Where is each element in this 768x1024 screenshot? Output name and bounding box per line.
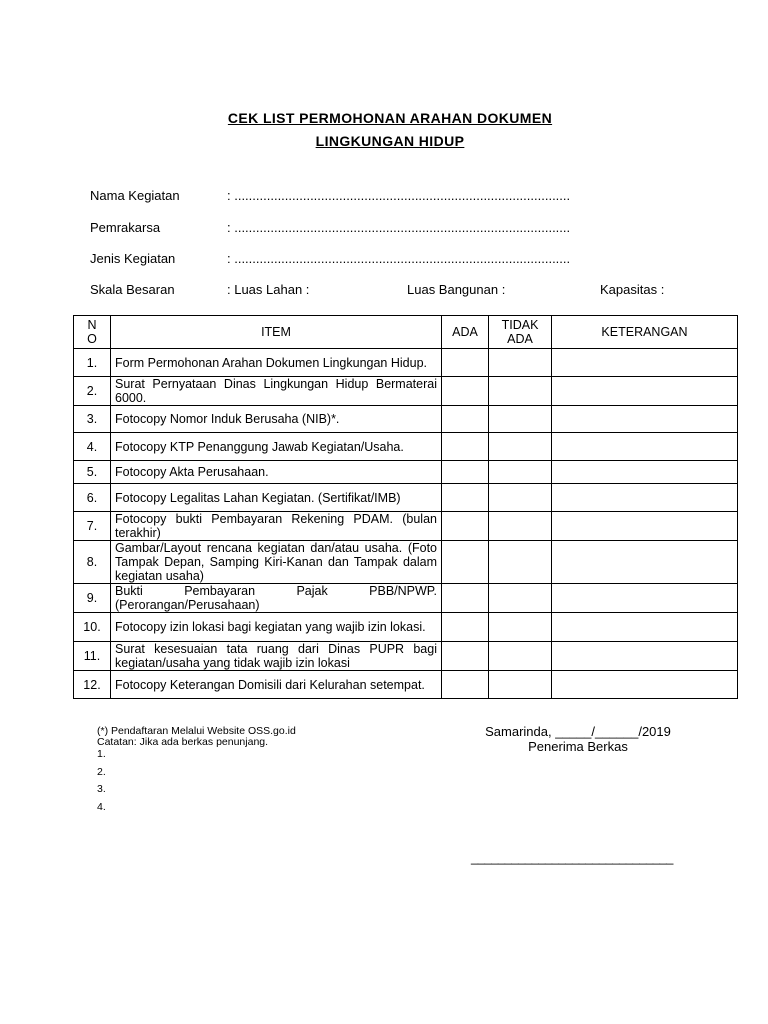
row-tidak-ada-cell[interactable] xyxy=(489,613,552,642)
table-row xyxy=(74,377,738,406)
signature-block xyxy=(460,724,696,754)
notes-list xyxy=(97,748,106,818)
row-number: 1. xyxy=(74,349,111,377)
row-item: Fotocopy Keterangan Domisili dari Kelurahan setempat. xyxy=(111,671,442,699)
list-item: 1. xyxy=(97,748,106,760)
row-tidak-ada-cell[interactable] xyxy=(489,484,552,512)
field-label: Skala Besaran xyxy=(90,282,175,297)
row-keterangan-cell[interactable] xyxy=(552,461,738,484)
row-ada-cell[interactable] xyxy=(442,433,489,461)
row-tidak-ada-cell[interactable] xyxy=(489,377,552,406)
field-fill-line: : ............................................................................................. xyxy=(227,220,571,235)
row-ada-cell[interactable] xyxy=(442,584,489,613)
table-row xyxy=(74,613,738,642)
row-ada-cell[interactable] xyxy=(442,484,489,512)
row-keterangan-cell[interactable] xyxy=(552,349,738,377)
row-ada-cell[interactable] xyxy=(442,349,489,377)
row-ada-cell[interactable] xyxy=(442,642,489,671)
field-fill-line: : ............................................................................................. xyxy=(227,188,571,203)
row-keterangan-cell[interactable] xyxy=(552,377,738,406)
row-tidak-ada-cell[interactable] xyxy=(489,642,552,671)
row-item: Fotocopy Nomor Induk Berusaha (NIB)*. xyxy=(111,406,442,433)
row-keterangan-cell[interactable] xyxy=(552,512,738,541)
row-keterangan-cell[interactable] xyxy=(552,541,738,584)
row-tidak-ada-cell[interactable] xyxy=(489,461,552,484)
row-number: 8. xyxy=(74,541,111,584)
row-number: 5. xyxy=(74,461,111,484)
header-keterangan: KETERANGAN xyxy=(552,316,738,349)
receiver-label: Penerima Berkas xyxy=(528,739,628,754)
header-no: N O xyxy=(74,316,111,349)
row-keterangan-cell[interactable] xyxy=(552,642,738,671)
table-row xyxy=(74,541,738,584)
field-fill-line: : ............................................................................................. xyxy=(227,251,571,266)
table-row xyxy=(74,433,738,461)
list-item: 4. xyxy=(97,800,106,813)
row-item: Bukti Pembayaran Pajak PBB/NPWP. (Perorangan/Perusahaan) xyxy=(111,584,442,613)
row-ada-cell[interactable] xyxy=(442,512,489,541)
kapasitas-label: Kapasitas : xyxy=(600,282,665,297)
field-label: Nama Kegiatan xyxy=(90,188,180,203)
row-tidak-ada-cell[interactable] xyxy=(489,433,552,461)
table-header-row xyxy=(74,316,738,349)
row-item: Fotocopy Legalitas Lahan Kegiatan. (Sertifikat/IMB) xyxy=(111,484,442,512)
header-ada: ADA xyxy=(442,316,489,349)
row-ada-cell[interactable] xyxy=(442,613,489,642)
row-tidak-ada-cell[interactable] xyxy=(489,671,552,699)
row-keterangan-cell[interactable] xyxy=(552,584,738,613)
row-number: 3. xyxy=(74,406,111,433)
table-row xyxy=(74,671,738,699)
row-keterangan-cell[interactable] xyxy=(552,613,738,642)
catatan-note: Catatan: Jika ada berkas penunjang. xyxy=(97,736,269,748)
signature-line: ______________________________ xyxy=(471,850,673,865)
list-item: 2. xyxy=(97,765,106,778)
row-keterangan-cell[interactable] xyxy=(552,484,738,512)
title-line-2: LINGKUNGAN HIDUP xyxy=(315,133,465,149)
row-number: 2. xyxy=(74,377,111,406)
date-line: Samarinda, _____/______/2019 xyxy=(485,724,671,739)
row-tidak-ada-cell[interactable] xyxy=(489,406,552,433)
table-row xyxy=(74,349,738,377)
table-row xyxy=(74,584,738,613)
row-item: Surat Pernyataan Dinas Lingkungan Hidup Bermaterai 6000. xyxy=(111,377,442,406)
row-item: Fotocopy bukti Pembayaran Rekening PDAM. (bulan terakhir) xyxy=(111,512,442,541)
row-ada-cell[interactable] xyxy=(442,377,489,406)
header-item: ITEM xyxy=(111,316,442,349)
luas-lahan-label: : Luas Lahan : xyxy=(227,282,310,297)
row-tidak-ada-cell[interactable] xyxy=(489,541,552,584)
row-number: 11. xyxy=(74,642,111,671)
row-number: 7. xyxy=(74,512,111,541)
table-row xyxy=(74,642,738,671)
row-item: Surat kesesuaian tata ruang dari Dinas PUPR bagi kegiatan/usaha yang tidak wajib izin lokasi xyxy=(111,642,442,671)
row-keterangan-cell[interactable] xyxy=(552,406,738,433)
list-item: 3. xyxy=(97,783,106,795)
row-item: Fotocopy Akta Perusahaan. xyxy=(111,461,442,484)
row-tidak-ada-cell[interactable] xyxy=(489,349,552,377)
row-ada-cell[interactable] xyxy=(442,541,489,584)
row-item: Fotocopy KTP Penanggung Jawab Kegiatan/Usaha. xyxy=(111,433,442,461)
table-row xyxy=(74,461,738,484)
luas-bangunan-label: Luas Bangunan : xyxy=(407,282,506,297)
row-item: Form Permohonan Arahan Dokumen Lingkungan Hidup. xyxy=(111,349,442,377)
row-number: 4. xyxy=(74,433,111,461)
row-ada-cell[interactable] xyxy=(442,461,489,484)
table-row xyxy=(74,406,738,433)
header-tidak-ada: TIDAK ADA xyxy=(489,316,552,349)
title-line-1: CEK LIST PERMOHONAN ARAHAN DOKUMEN xyxy=(227,110,553,126)
field-label: Jenis Kegiatan xyxy=(90,251,176,266)
field-label: Pemrakarsa xyxy=(90,220,161,235)
table-row xyxy=(74,484,738,512)
oss-note: (*) Pendaftaran Melalui Website OSS.go.id xyxy=(97,725,296,737)
footnote xyxy=(97,726,296,748)
row-item: Gambar/Layout rencana kegiatan dan/atau usaha. (Foto Tampak Depan, Samping Kiri-Kanan dan Tampak dalam kegiatan usaha) xyxy=(111,541,442,584)
row-number: 10. xyxy=(74,613,111,642)
row-keterangan-cell[interactable] xyxy=(552,671,738,699)
row-number: 6. xyxy=(74,484,111,512)
checklist-table xyxy=(73,315,738,699)
row-tidak-ada-cell[interactable] xyxy=(489,512,552,541)
row-ada-cell[interactable] xyxy=(442,671,489,699)
row-item: Fotocopy izin lokasi bagi kegiatan yang wajib izin lokasi. xyxy=(111,613,442,642)
row-ada-cell[interactable] xyxy=(442,406,489,433)
row-number: 9. xyxy=(74,584,111,613)
row-tidak-ada-cell[interactable] xyxy=(489,584,552,613)
row-number: 12. xyxy=(74,671,111,699)
table-row xyxy=(74,512,738,541)
row-keterangan-cell[interactable] xyxy=(552,433,738,461)
